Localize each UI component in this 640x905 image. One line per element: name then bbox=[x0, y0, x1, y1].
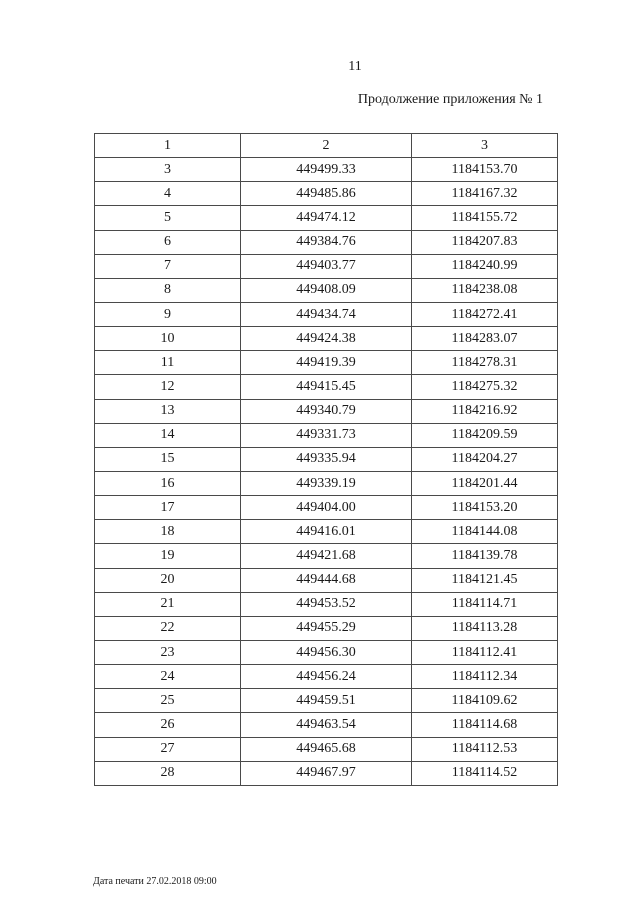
x-coordinate-cell: 449404.00 bbox=[241, 496, 412, 520]
x-coordinate-cell: 449421.68 bbox=[241, 544, 412, 568]
x-coordinate-cell: 449456.24 bbox=[241, 665, 412, 689]
y-coordinate-cell: 1184112.41 bbox=[412, 640, 558, 664]
y-coordinate-cell: 1184112.34 bbox=[412, 665, 558, 689]
table-row bbox=[95, 158, 558, 182]
x-coordinate-cell: 449474.12 bbox=[241, 206, 412, 230]
table-row bbox=[95, 423, 558, 447]
table-row bbox=[95, 616, 558, 640]
y-coordinate-cell: 1184167.32 bbox=[412, 182, 558, 206]
x-coordinate-cell: 449455.29 bbox=[241, 616, 412, 640]
point-number-cell: 13 bbox=[95, 399, 241, 423]
x-coordinate-cell: 449444.68 bbox=[241, 568, 412, 592]
x-coordinate-cell: 449453.52 bbox=[241, 592, 412, 616]
point-number-cell: 19 bbox=[95, 544, 241, 568]
point-number-cell: 21 bbox=[95, 592, 241, 616]
y-coordinate-cell: 1184139.78 bbox=[412, 544, 558, 568]
x-coordinate-cell: 449335.94 bbox=[241, 447, 412, 471]
point-number-cell: 28 bbox=[95, 761, 241, 785]
y-coordinate-cell: 1184275.32 bbox=[412, 375, 558, 399]
x-coordinate-cell: 449499.33 bbox=[241, 158, 412, 182]
table-row bbox=[95, 471, 558, 495]
point-number-cell: 18 bbox=[95, 520, 241, 544]
table-row bbox=[95, 278, 558, 302]
table-body bbox=[95, 158, 558, 786]
table-row bbox=[95, 544, 558, 568]
table-row bbox=[95, 447, 558, 471]
point-number-cell: 9 bbox=[95, 302, 241, 326]
y-coordinate-cell: 1184114.68 bbox=[412, 713, 558, 737]
table-row bbox=[95, 302, 558, 326]
y-coordinate-cell: 1184216.92 bbox=[412, 399, 558, 423]
column-header-2: 2 bbox=[241, 134, 412, 158]
table-row bbox=[95, 520, 558, 544]
x-coordinate-cell: 449331.73 bbox=[241, 423, 412, 447]
table-row bbox=[95, 327, 558, 351]
table-row bbox=[95, 665, 558, 689]
coordinates-table bbox=[94, 133, 558, 786]
point-number-cell: 14 bbox=[95, 423, 241, 447]
y-coordinate-cell: 1184121.45 bbox=[412, 568, 558, 592]
y-coordinate-cell: 1184144.08 bbox=[412, 520, 558, 544]
y-coordinate-cell: 1184209.59 bbox=[412, 423, 558, 447]
y-coordinate-cell: 1184240.99 bbox=[412, 254, 558, 278]
x-coordinate-cell: 449340.79 bbox=[241, 399, 412, 423]
x-coordinate-cell: 449485.86 bbox=[241, 182, 412, 206]
point-number-cell: 11 bbox=[95, 351, 241, 375]
y-coordinate-cell: 1184153.20 bbox=[412, 496, 558, 520]
table-row bbox=[95, 254, 558, 278]
table-row bbox=[95, 375, 558, 399]
y-coordinate-cell: 1184207.83 bbox=[412, 230, 558, 254]
y-coordinate-cell: 1184238.08 bbox=[412, 278, 558, 302]
x-coordinate-cell: 449467.97 bbox=[241, 761, 412, 785]
point-number-cell: 5 bbox=[95, 206, 241, 230]
point-number-cell: 25 bbox=[95, 689, 241, 713]
x-coordinate-cell: 449463.54 bbox=[241, 713, 412, 737]
y-coordinate-cell: 1184114.71 bbox=[412, 592, 558, 616]
point-number-cell: 10 bbox=[95, 327, 241, 351]
x-coordinate-cell: 449339.19 bbox=[241, 471, 412, 495]
y-coordinate-cell: 1184204.27 bbox=[412, 447, 558, 471]
y-coordinate-cell: 1184113.28 bbox=[412, 616, 558, 640]
table-row bbox=[95, 713, 558, 737]
point-number-cell: 4 bbox=[95, 182, 241, 206]
y-coordinate-cell: 1184112.53 bbox=[412, 737, 558, 761]
table-header bbox=[95, 134, 558, 158]
point-number-cell: 7 bbox=[95, 254, 241, 278]
x-coordinate-cell: 449403.77 bbox=[241, 254, 412, 278]
point-number-cell: 24 bbox=[95, 665, 241, 689]
point-number-cell: 15 bbox=[95, 447, 241, 471]
point-number-cell: 12 bbox=[95, 375, 241, 399]
y-coordinate-cell: 1184201.44 bbox=[412, 471, 558, 495]
table-row bbox=[95, 737, 558, 761]
table-row bbox=[95, 689, 558, 713]
point-number-cell: 8 bbox=[95, 278, 241, 302]
table-row bbox=[95, 182, 558, 206]
point-number-cell: 3 bbox=[95, 158, 241, 182]
column-header-1: 1 bbox=[95, 134, 241, 158]
x-coordinate-cell: 449434.74 bbox=[241, 302, 412, 326]
y-coordinate-cell: 1184153.70 bbox=[412, 158, 558, 182]
table-row bbox=[95, 761, 558, 785]
y-coordinate-cell: 1184272.41 bbox=[412, 302, 558, 326]
table-row bbox=[95, 640, 558, 664]
table-row bbox=[95, 496, 558, 520]
table-row bbox=[95, 568, 558, 592]
y-coordinate-cell: 1184109.62 bbox=[412, 689, 558, 713]
point-number-cell: 23 bbox=[95, 640, 241, 664]
y-coordinate-cell: 1184283.07 bbox=[412, 327, 558, 351]
point-number-cell: 22 bbox=[95, 616, 241, 640]
x-coordinate-cell: 449459.51 bbox=[241, 689, 412, 713]
point-number-cell: 27 bbox=[95, 737, 241, 761]
point-number-cell: 17 bbox=[95, 496, 241, 520]
point-number-cell: 26 bbox=[95, 713, 241, 737]
x-coordinate-cell: 449415.45 bbox=[241, 375, 412, 399]
x-coordinate-cell: 449465.68 bbox=[241, 737, 412, 761]
table-row bbox=[95, 351, 558, 375]
point-number-cell: 6 bbox=[95, 230, 241, 254]
table-row bbox=[95, 206, 558, 230]
y-coordinate-cell: 1184155.72 bbox=[412, 206, 558, 230]
x-coordinate-cell: 449416.01 bbox=[241, 520, 412, 544]
table-header-row bbox=[95, 134, 558, 158]
x-coordinate-cell: 449424.38 bbox=[241, 327, 412, 351]
table-row bbox=[95, 399, 558, 423]
x-coordinate-cell: 449408.09 bbox=[241, 278, 412, 302]
point-number-cell: 16 bbox=[95, 471, 241, 495]
print-date-footer: Дата печати 27.02.2018 09:00 bbox=[93, 876, 217, 887]
x-coordinate-cell: 449419.39 bbox=[241, 351, 412, 375]
table-row bbox=[95, 592, 558, 616]
x-coordinate-cell: 449384.76 bbox=[241, 230, 412, 254]
x-coordinate-cell: 449456.30 bbox=[241, 640, 412, 664]
y-coordinate-cell: 1184278.31 bbox=[412, 351, 558, 375]
page-number: 11 bbox=[348, 59, 362, 74]
table-row bbox=[95, 230, 558, 254]
appendix-continuation-title: Продолжение приложения № 1 bbox=[357, 92, 543, 107]
y-coordinate-cell: 1184114.52 bbox=[412, 761, 558, 785]
point-number-cell: 20 bbox=[95, 568, 241, 592]
column-header-3: 3 bbox=[412, 134, 558, 158]
